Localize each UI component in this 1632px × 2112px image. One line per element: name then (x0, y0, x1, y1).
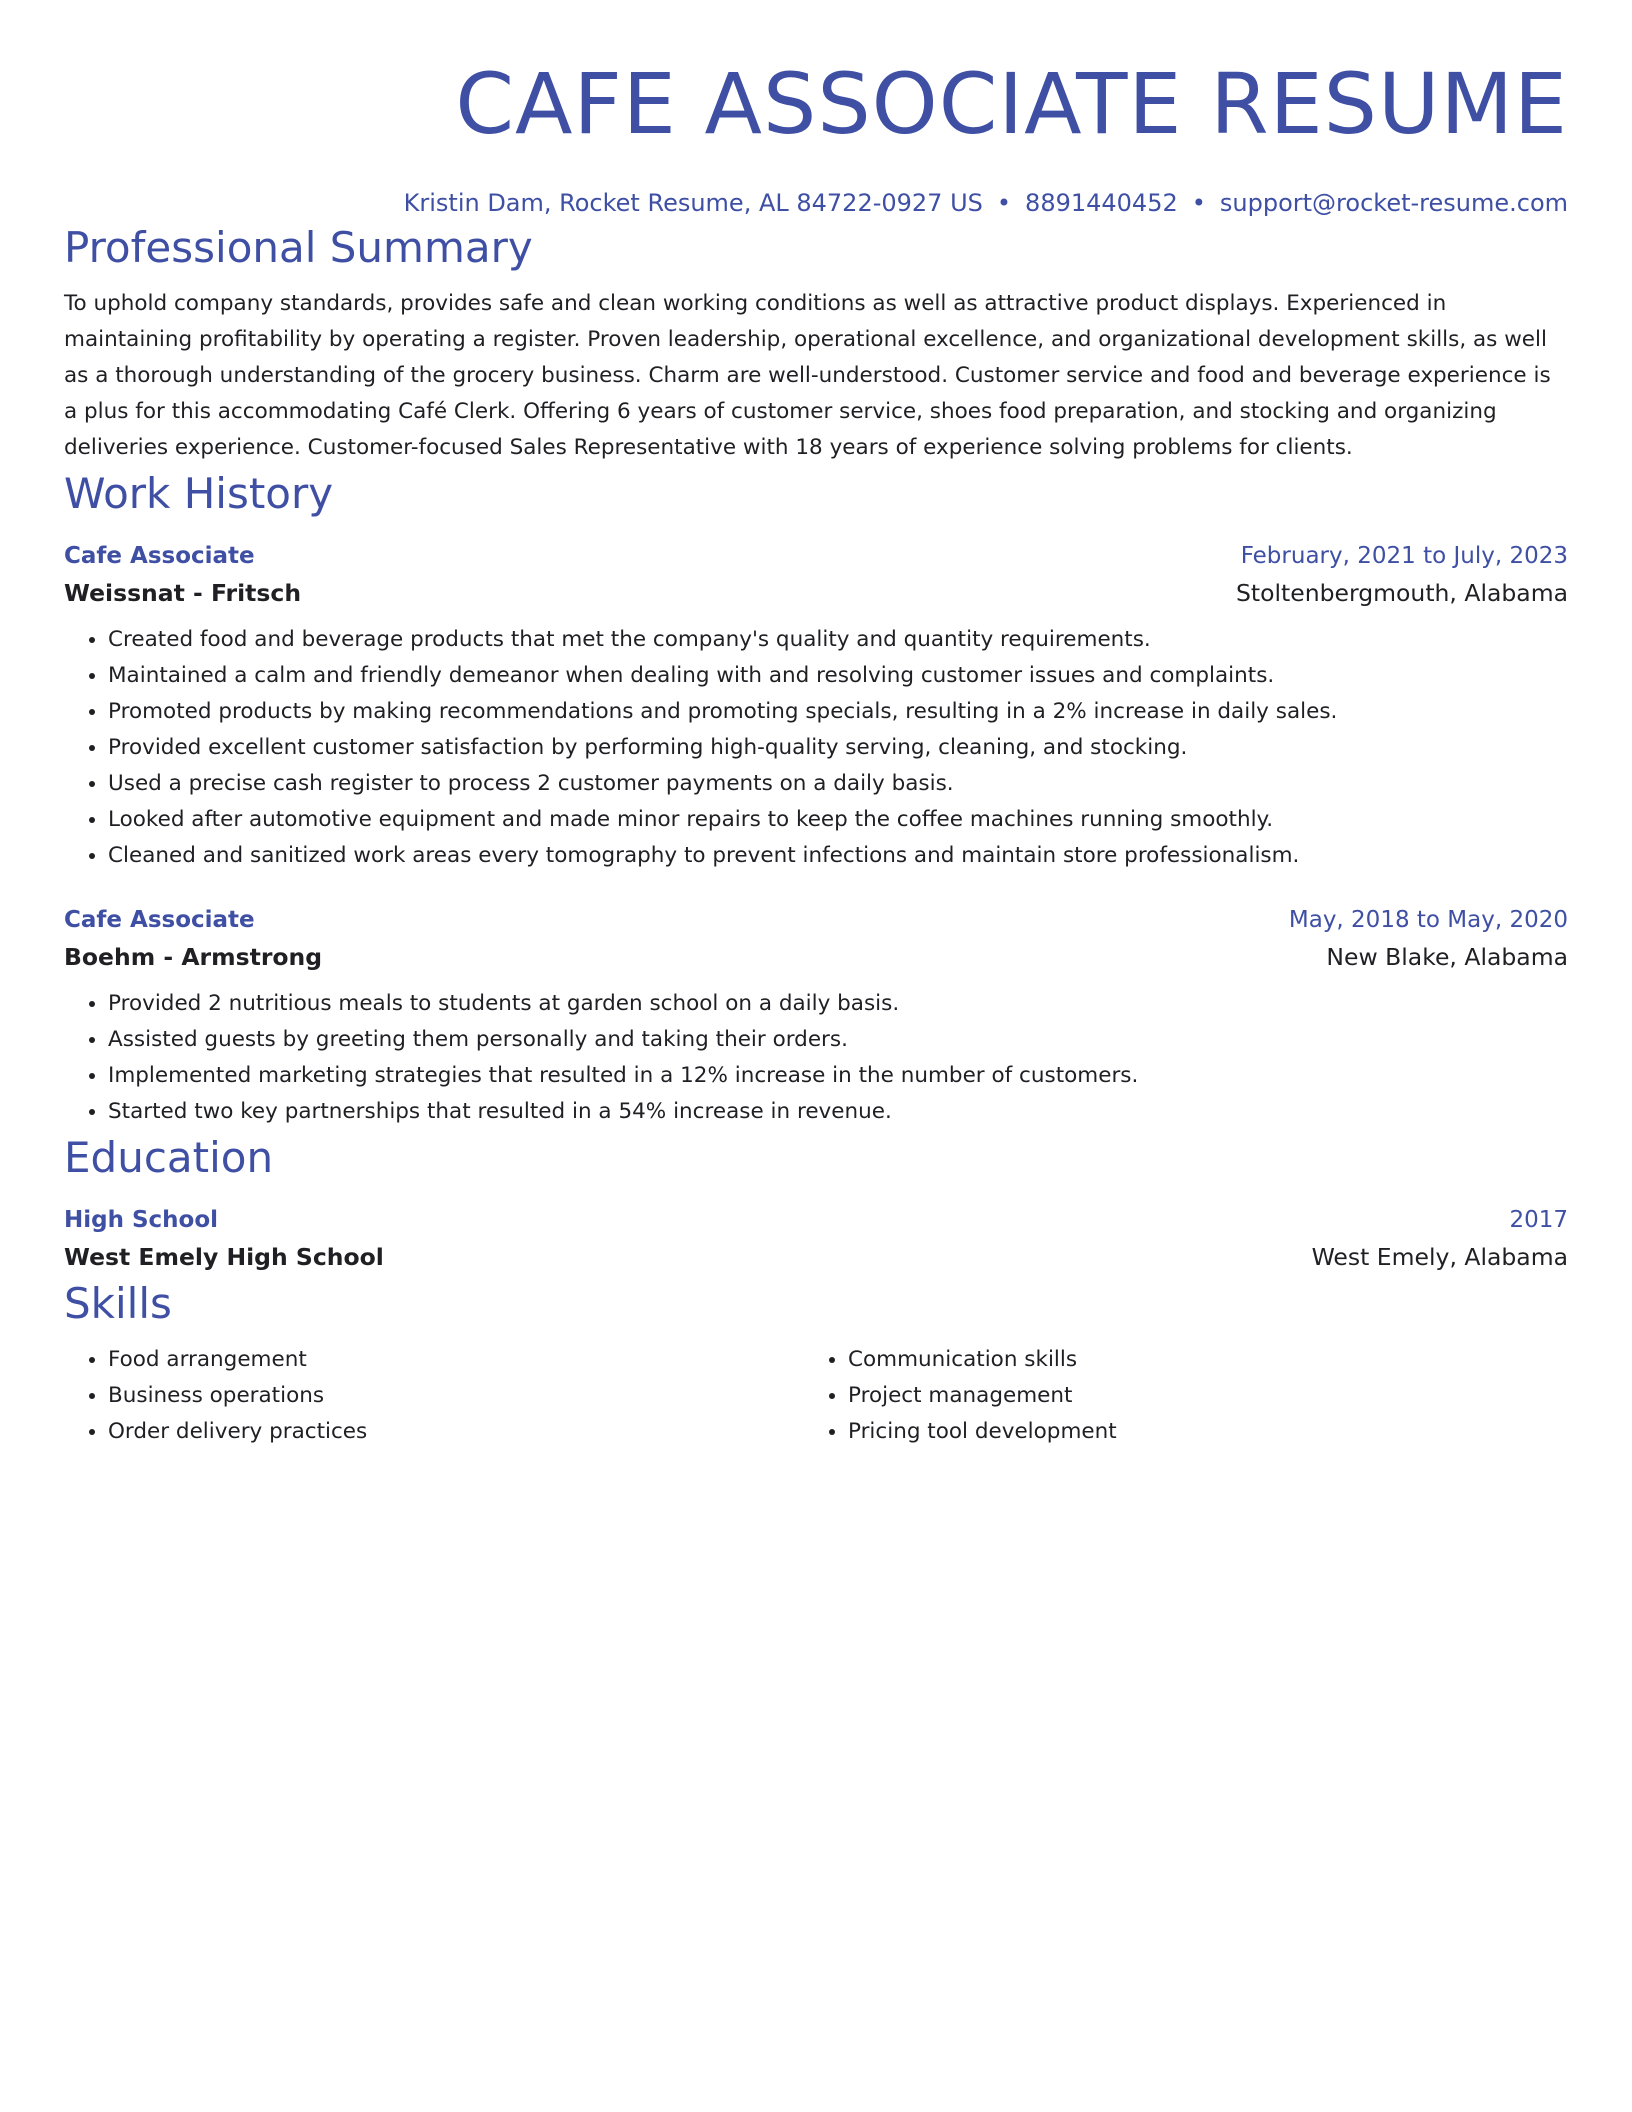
list-item: • Provided excellent customer satisfaction by performing high-quality serving, cleaning, and stocking. (108, 730, 1568, 766)
education-header (64, 1202, 1568, 1238)
education-degree: High School (64, 1207, 219, 1233)
list-item: • Maintained a calm and friendly demeanor when dealing with and resolving customer issues and complaints. (108, 658, 1568, 694)
skills-column-left (64, 1342, 804, 1450)
education-location: West Emely, Alabama (1311, 1243, 1568, 1271)
contact-separator: • (996, 189, 1012, 217)
job-company: Boehm - Armstrong (64, 943, 323, 971)
job-employer (64, 574, 1568, 612)
resume-title: CAFE ASSOCIATE RESUME (455, 55, 1568, 153)
list-item: • Used a precise cash register to process 2 customer payments on a daily basis. (108, 766, 1568, 802)
education-year: 2017 (1509, 1207, 1568, 1233)
list-item: • Created food and beverage products that met the company's quality and quantity requirements. (108, 622, 1568, 658)
job-entry (64, 538, 1568, 874)
list-item: • Promoted products by making recommendations and promoting specials, resulting in a 2% increase in daily sales. (108, 694, 1568, 730)
job-bullets (64, 622, 1568, 874)
contact-separator: • (1191, 189, 1206, 217)
contact-email: support@rocket-resume.com (1219, 189, 1568, 217)
contact-address: Kristin Dam, Rocket Resume, AL 84722-0927 US (403, 189, 983, 217)
work-history-heading: Work History (64, 469, 334, 518)
list-item: • Implemented marketing strategies that resulted in a 12% increase in the number of customers. (108, 1058, 1568, 1094)
job-employer (64, 938, 1568, 976)
job-bullets (64, 986, 1568, 1130)
job-header (64, 538, 1568, 574)
list-item: • Started two key partnerships that resulted in a 54% increase in revenue. (108, 1094, 1568, 1130)
skill-item: • Business operations (108, 1378, 804, 1414)
job-dates: February, 2021 to July, 2023 (1240, 543, 1568, 569)
education-school: West Emely High School (64, 1243, 384, 1271)
skills-grid (64, 1342, 1568, 1450)
list-item: • Looked after automotive equipment and made minor repairs to keep the coffee machines running smoothly. (108, 802, 1568, 838)
skill-item: • Project management (848, 1378, 1544, 1414)
job-location: New Blake, Alabama (1326, 943, 1568, 971)
summary-heading: Professional Summary (64, 223, 533, 272)
list-item: • Cleaned and sanitized work areas every tomography to prevent infections and maintain store professionalism. (108, 838, 1568, 874)
job-company: Weissnat - Fritsch (64, 579, 302, 607)
list-item: • Assisted guests by greeting them personally and taking their orders. (108, 1022, 1568, 1058)
contact-line (64, 186, 1568, 220)
contact-phone: 8891440452 (1025, 189, 1178, 217)
summary-text: To uphold company standards, provides safe and clean working conditions as well as attractive product displays. Experienced in maintaining profitability by operating a register. Proven leadership, operational excellence, and organizational development skills, as well as a thorough understanding of the grocery business. Charm are well-understood. Customer service and food and beverage experience is a plus for this accommodating Café Clerk. Offering 6 years of customer service, shoes food preparation, and stocking and organizing deliveries experience. Customer-focused Sales Representative with 18 years of experience solving problems for clients. (64, 291, 1551, 460)
skills-column-right (804, 1342, 1544, 1450)
education-heading: Education (64, 1133, 274, 1182)
skills-heading: Skills (64, 1279, 172, 1328)
skill-item: • Order delivery practices (108, 1414, 804, 1450)
job-header (64, 902, 1568, 938)
skill-item: • Communication skills (848, 1342, 1544, 1378)
education-entry (64, 1202, 1568, 1276)
skill-item: • Pricing tool development (848, 1414, 1544, 1450)
job-title: Cafe Associate (64, 543, 255, 569)
job-title: Cafe Associate (64, 907, 255, 933)
job-location: Stoltenbergmouth, Alabama (1236, 579, 1568, 607)
job-dates: May, 2018 to May, 2020 (1288, 907, 1568, 933)
list-item: • Provided 2 nutritious meals to students at garden school on a daily basis. (108, 986, 1568, 1022)
job-entry (64, 902, 1568, 1130)
education-school-row (64, 1238, 1568, 1276)
skill-item: • Food arrangement (108, 1342, 804, 1378)
